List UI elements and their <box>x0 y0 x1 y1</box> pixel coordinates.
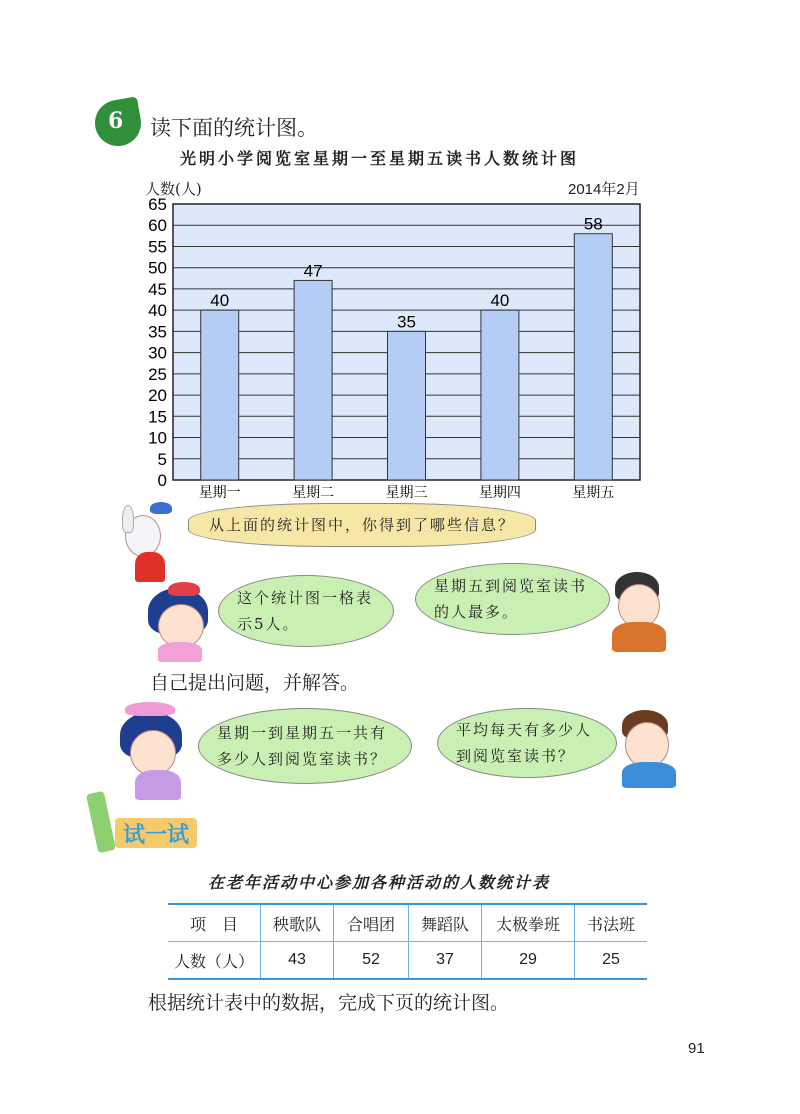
x-tick-label: 星期一 <box>198 485 241 501</box>
table-cell: 37 <box>409 942 482 980</box>
y-tick-label: 10 <box>148 428 167 448</box>
y-tick-label: 35 <box>148 322 167 342</box>
x-tick-label: 星期五 <box>572 485 615 501</box>
data-label: 58 <box>583 214 603 234</box>
y-tick-label: 65 <box>148 195 167 214</box>
table-cell: 52 <box>334 942 409 980</box>
y-tick-label: 60 <box>148 216 167 236</box>
y-tick-label: 55 <box>148 237 167 257</box>
table-cell: 43 <box>261 942 334 980</box>
chart-title: 光明小学阅览室星期一至星期五读书人数统计图 <box>180 149 580 168</box>
bar <box>481 310 519 480</box>
data-label: 35 <box>397 312 416 332</box>
table-header: 舞蹈队 <box>409 904 482 942</box>
speech-bubble-girl-2: 星期一到星期五一共有多少人到阅览室读书？ <box>198 708 412 784</box>
pencil-icon <box>86 791 116 853</box>
table-header: 秧歌队 <box>261 904 334 942</box>
table-header: 合唱团 <box>334 904 409 942</box>
bar-chart <box>0 0 800 520</box>
data-label: 40 <box>210 291 230 311</box>
bar <box>388 331 426 480</box>
y-tick-label: 30 <box>148 343 167 363</box>
problem-instruction: 读下面的统计图。 <box>150 116 318 140</box>
data-label: 40 <box>490 291 510 311</box>
table-header-row <box>168 904 647 942</box>
prompt-text: 自己提出问题，并解答。 <box>150 672 360 694</box>
table-header: 书法班 <box>575 904 648 942</box>
table-cell: 25 <box>575 942 648 980</box>
y-tick-label: 20 <box>148 386 167 406</box>
x-tick-label: 星期三 <box>385 485 428 501</box>
page-number: 91 <box>688 1040 705 1057</box>
table-header: 太极拳班 <box>482 904 575 942</box>
data-label: 47 <box>303 261 323 281</box>
y-tick-label: 45 <box>148 279 167 299</box>
table-title: 在老年活动中心参加各种活动的人数统计表 <box>208 873 551 892</box>
y-tick-label: 50 <box>148 258 167 278</box>
stat-table <box>168 903 647 980</box>
table-cell: 人数（人） <box>168 942 261 980</box>
speech-bubble-girl: 这个统计图一格表示5人。 <box>218 575 394 647</box>
closing-text: 根据统计表中的数据，完成下页的统计图。 <box>148 992 510 1014</box>
y-axis-label: 人数(人) <box>145 180 202 198</box>
speech-bubble-boy-2: 平均每天有多少人到阅览室读书？ <box>437 708 617 778</box>
try-it-label: 试一试 <box>115 818 197 848</box>
y-tick-label: 5 <box>157 449 167 469</box>
speech-bubble-rabbit: 从上面的统计图中，你得到了哪些信息？ <box>188 503 536 547</box>
table-row <box>168 942 647 980</box>
y-tick-label: 15 <box>148 407 167 427</box>
x-tick-label: 星期四 <box>478 485 521 501</box>
y-tick-label: 0 <box>157 471 167 490</box>
bar <box>574 234 612 480</box>
table-cell: 29 <box>482 942 575 980</box>
speech-bubble-boy: 星期五到阅览室读书的人最多。 <box>415 563 610 635</box>
table-header: 项 目 <box>168 904 261 942</box>
x-tick-label: 星期二 <box>292 485 335 501</box>
chart-date: 2014年2月 <box>568 181 640 198</box>
problem-number: 6 <box>108 108 124 134</box>
y-tick-label: 25 <box>148 364 167 384</box>
bar <box>201 310 239 480</box>
bar <box>294 280 332 480</box>
y-tick-label: 40 <box>148 301 167 321</box>
